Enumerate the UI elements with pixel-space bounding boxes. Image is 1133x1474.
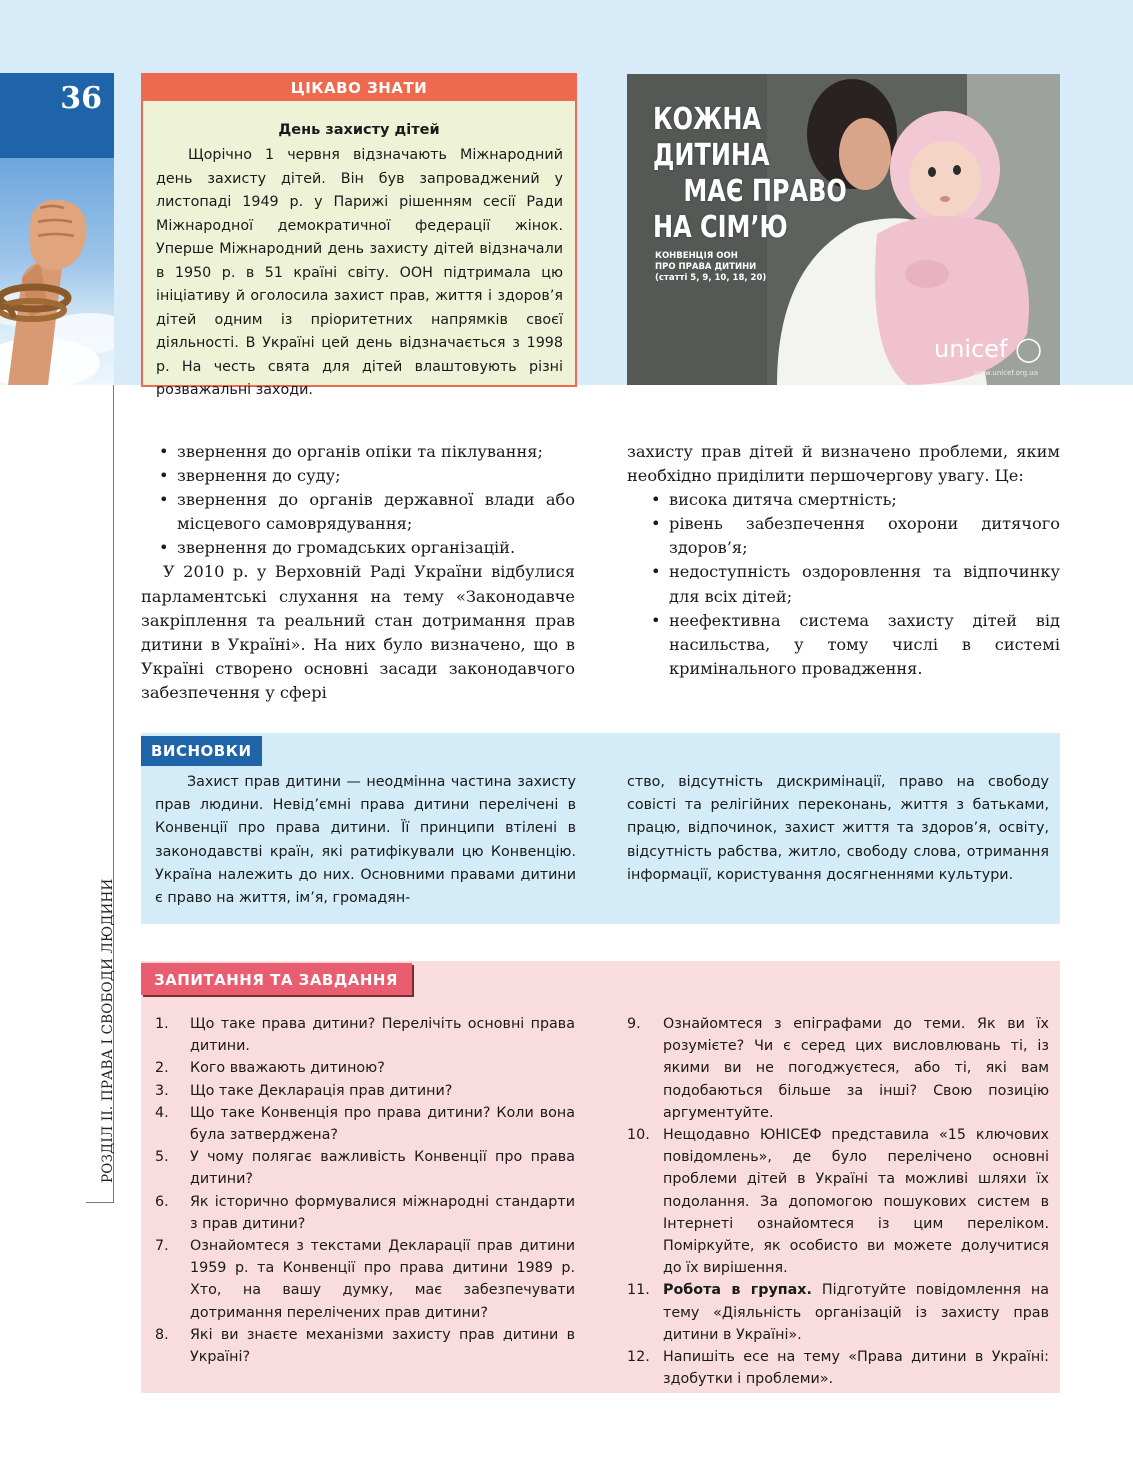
question-text: Кого вважають дитиною? <box>190 1060 385 1077</box>
list-item: • рівень забезпечення охорони дитячого здоров’я; <box>647 512 1060 560</box>
questions-list-right <box>627 1013 1049 1390</box>
poster-title-line: КОЖНА <box>653 102 762 137</box>
question-text: Нещодавно ЮНІСЕФ представила «15 ключових повідомлень», де було перелічено основні проблеми дітей в Україні та можливі шляхи їх подолання. За допомогою пошукових систем в Інтернеті ознайомтеся із цим переліком. Поміркуйте, як особисто ви можете долучитися до їх вирішення. <box>663 1127 1049 1277</box>
poster-subtitle-line: (статті 5, 9, 10, 18, 20) <box>655 273 767 283</box>
question-item <box>155 1191 575 1235</box>
question-number: 11. <box>627 1282 650 1299</box>
spine-tick <box>86 1202 114 1203</box>
list-item: • неефективна система захисту дітей від насильства, у тому числі в системі кримінального провадження. <box>647 609 1060 681</box>
question-number: 9. <box>627 1016 641 1032</box>
question-text: Що таке Декларація прав дитини? <box>190 1082 453 1099</box>
poster-title-line: МАЄ ПРАВО <box>683 174 847 209</box>
conclusions-box <box>141 733 1060 924</box>
question-number: 2. <box>155 1060 169 1077</box>
question-number: 12. <box>627 1349 650 1366</box>
question-number: 6. <box>155 1193 169 1210</box>
questions-box <box>141 961 1060 1393</box>
question-number: 3. <box>155 1082 169 1099</box>
conclusions-text-left: Захист прав дитини — неодмінна частина захисту прав людини. Невід’ємні права дитини перелічені в Конвенції про права дитини. Її принципи втілені в законодавстві країн, які ратифікували цю Конвенцію. Україна належить до них. Основними правами дитини є право на життя, ім’я, громадян- <box>155 774 576 907</box>
question-text: Напишіть есе на тему «Права дитини в Україні: здобутки і проблеми». <box>663 1349 1049 1388</box>
question-item <box>155 1146 575 1190</box>
question-item <box>155 1102 575 1146</box>
list-item: • звернення до органів державної влади або місцевого самоврядування; <box>155 488 575 536</box>
list-item: • звернення до органів опіки та піклування; <box>155 440 575 464</box>
questions-list-left <box>155 1013 575 1368</box>
facts-text: Щорічно 1 червня відзначають Міжнародний день захисту дітей. Він був запроваджений у листопаді 1949 р. у Парижі рішенням сесії Ради Міжнародної демократичної федерації жінок. Уперше Міжнародний день захисту дітей відзначали в 1950 р. в 51 країні світу. ООН підтримала цю ініціативу й оголосила захист прав, життя і здоров’я дітей одним із пріоритетних напрямків своєї діяльності. В Україні цей день відзначається з 1998 р. На честь свята для дітей влаштовують різні розважальні заходи. <box>156 147 563 398</box>
poster-title-line: ДИТИНА <box>653 138 770 173</box>
question-item <box>627 1013 1049 1124</box>
poster-title-line: НА СІМ’Ю <box>653 210 788 245</box>
facts-header: ЦІКАВО ЗНАТИ <box>143 75 575 101</box>
body-right-column <box>627 440 1060 681</box>
question-text: Ознайомтеся з текстами Декларації прав дитини 1959 р. та Конвенції про права дитини 1989 р. Хто, на вашу думку, має забезпечувати дотримання перелічених прав дитини? <box>190 1238 575 1321</box>
question-number: 7. <box>155 1238 169 1255</box>
question-item <box>627 1346 1049 1390</box>
question-text: Що таке Конвенція про права дитини? Коли вона була затверджена? <box>190 1104 575 1144</box>
list-item: • висока дитяча смертність; <box>647 488 1060 512</box>
poster-subtitle-line: ПРО ПРАВА ДИТИНИ <box>655 262 757 272</box>
question-text: Підготуйте повідомлення на тему «Діяльність організацій із захисту прав дитини в Україні». <box>663 1282 1049 1343</box>
question-item <box>155 1324 575 1368</box>
question-item <box>155 1013 575 1057</box>
list-item: • недоступність оздоровлення та відпочинку для всіх дітей; <box>647 560 1060 608</box>
list-item: • звернення до суду; <box>155 464 575 488</box>
facts-title: День захисту дітей <box>278 122 440 138</box>
question-text: Які ви знаєте механізми захисту прав дитини в Україні? <box>190 1326 575 1366</box>
unicef-logo <box>934 335 1042 363</box>
question-number: 5. <box>155 1149 169 1166</box>
question-text: Що таке права дитини? Перелічіть основні права дитини. <box>190 1016 575 1055</box>
question-item <box>155 1235 575 1324</box>
body-left-column <box>141 440 575 705</box>
page-number: 36 <box>60 81 102 116</box>
question-item <box>627 1279 1049 1346</box>
question-text: У чому полягає важливість Конвенції про права дитини? <box>190 1149 575 1188</box>
question-number: 4. <box>155 1104 169 1121</box>
body-paragraph: У 2010 р. у Верховній Раді України відбулися парламентські слухання на тему «Законодавче закріплення та реальний стан дотримання прав дитини в Україні». На них було визначено, що в Україні створено основні засади законодавчого забезпечення у сфері <box>141 562 575 702</box>
question-item <box>155 1057 575 1079</box>
questions-label: ЗАПИТАННЯ ТА ЗАВДАННЯ <box>141 963 412 995</box>
poster-subtitle-line: КОНВЕНЦІЯ ООН <box>655 251 738 261</box>
question-number: 10. <box>627 1127 650 1144</box>
poster-subtitle <box>655 251 766 284</box>
raised-fist-image <box>0 158 114 385</box>
question-bold-lead: Робота в групах. <box>663 1282 812 1299</box>
question-item <box>155 1080 575 1102</box>
interesting-facts-box <box>141 73 577 398</box>
question-text: Ознайомтеся з епіграфами до теми. Як ви їх розумієте? Чи є серед цих висловлювань ті, із якими ви не погоджуєтеся, або ті, які вам подобаються більше за інші? Свою позицію аргументуйте. <box>663 1016 1049 1121</box>
unicef-poster <box>627 74 1060 385</box>
unicef-logo-text: unicef <box>934 335 1008 363</box>
globe-icon: ◯ <box>1015 335 1042 363</box>
question-text: Як історично формувалися міжнародні стандарти з прав дитини? <box>190 1193 575 1232</box>
question-number: 1. <box>155 1016 169 1032</box>
poster-url: www.unicef.org.ua <box>973 369 1038 377</box>
question-number: 8. <box>155 1326 169 1343</box>
body-paragraph: захисту прав дітей й визначено проблеми, яким необхідно приділити першочергову увагу. Це: <box>627 442 1060 486</box>
conclusions-text-right: ство, відсутність дискримінації, право на свободу совісті та релігійних переконань, життя з батьками, працю, відпочинок, захист життя та здоров’я, освіту, відсутність рабства, житло, свободу слова, отримання інформації, користування досягненнями культури. <box>627 774 1049 883</box>
list-item: • звернення до громадських організацій. <box>155 536 575 560</box>
poster-title <box>653 102 847 246</box>
conclusions-label: ВИСНОВКИ <box>141 736 262 766</box>
question-item <box>627 1124 1049 1279</box>
section-spine-label: РОЗДІЛ ІІ. ПРАВА І СВОБОДИ ЛЮДИНИ <box>100 878 116 1183</box>
page-number-box <box>0 73 114 158</box>
